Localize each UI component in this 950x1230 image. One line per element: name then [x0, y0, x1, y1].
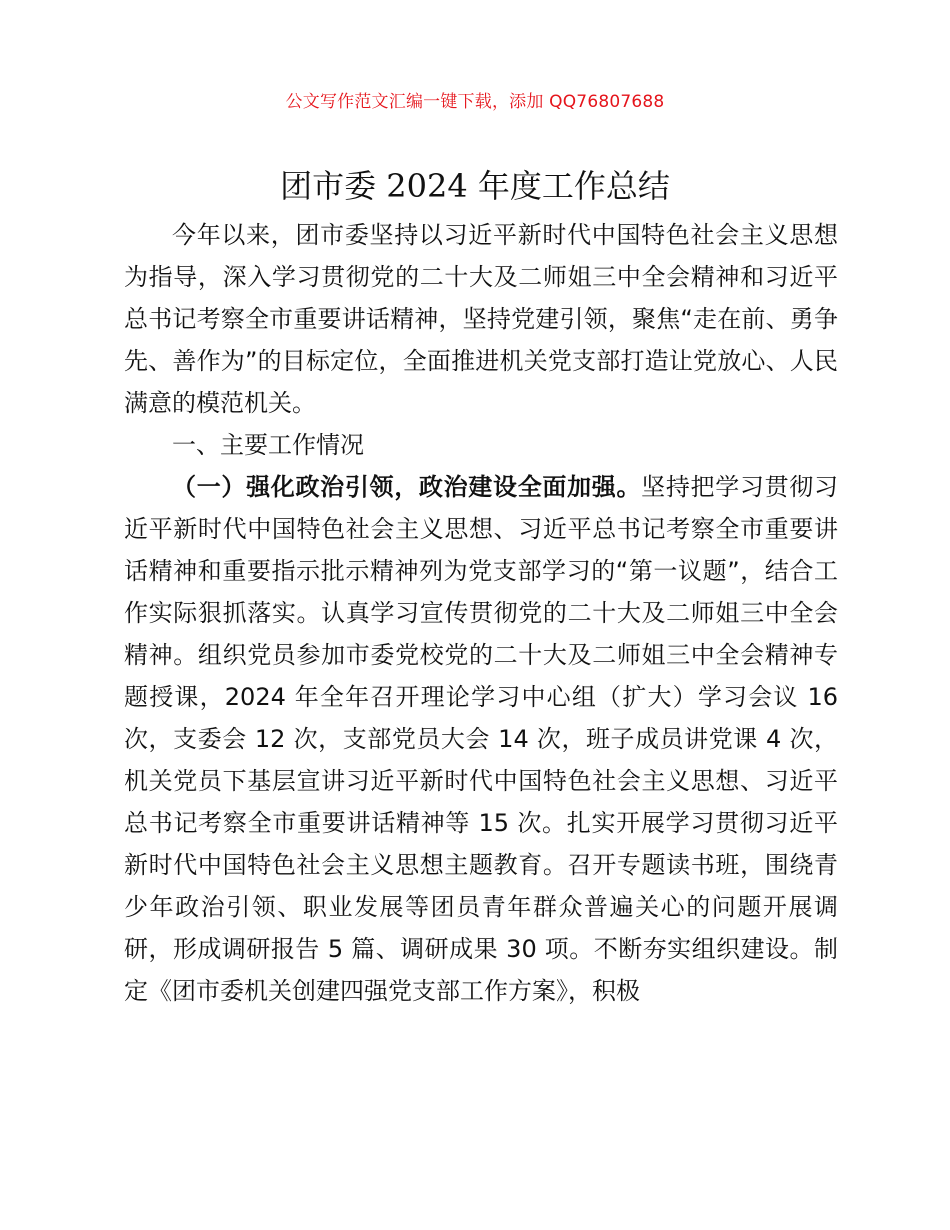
subsection-body: 坚持把学习贯彻习近平新时代中国特色社会主义思想、习近平总书记考察全市重要讲话精神和重要指示批示精神列为党支部学习的“第一议题”，结合工作实际狠抓落实。认真学习宣传贯彻党的二十大及二师姐三中全会精神。组织党员参加市委党校党的二十大及二师姐三中全会精神专题授课，2024 年全年召开理论学习中心组（扩大）学习会议 16 次，支委会 12 次，支部党员大会 14 次，班子成员讲党课 4 次，机关党员下基层宣讲习近平新时代中国特色社会主义思想、习近平总书记考察全市重要讲话精神等 15 次。扎实开展学习贯彻习近平新时代中国特色社会主义思想主题教育。召开专题读书班，围绕青少年政治引领、职业发展等团员青年群众普遍关心的问题开展调研，形成调研报告 5 篇、调研成果 30 项。不断夯实组织建设。制定《团市委机关创建四强党支部工作方案》，积极: [124, 473, 839, 1005]
intro-paragraph: 今年以来，团市委坚持以习近平新时代中国特色社会主义思想为指导，深入学习贯彻党的二十大及二师姐三中全会精神和习近平总书记考察全市重要讲话精神，坚持党建引领，聚焦“走在前、勇争先、善作为”的目标定位，全面推进机关党支部打造让党放心、人民满意的模范机关。: [124, 221, 838, 417]
document-title: 团市委 2024 年度工作总结: [280, 167, 670, 205]
subsection-heading: （一）强化政治引领，政治建设全面加强。: [172, 473, 642, 501]
subsection-paragraph: [124, 466, 838, 1012]
download-banner: 公文写作范文汇编一键下载，添加 QQ76807688: [285, 92, 665, 112]
section-heading: 一、主要工作情况: [172, 431, 364, 459]
document-body: [124, 214, 838, 1012]
